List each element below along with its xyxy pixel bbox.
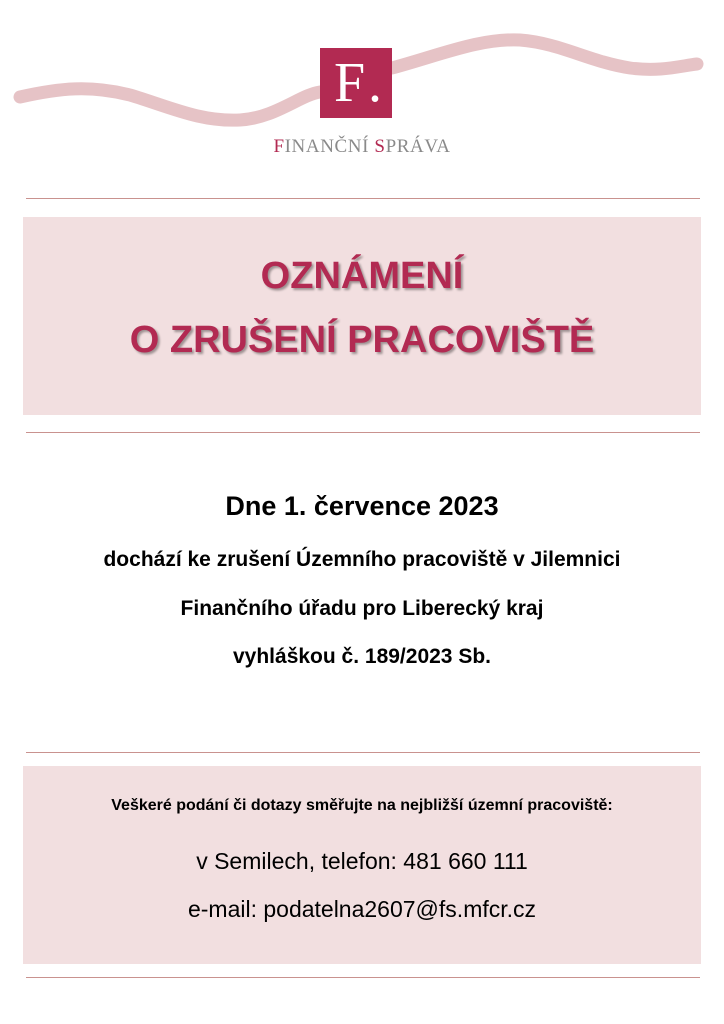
contact-location-phone: v Semilech, telefon: 481 660 111: [196, 848, 528, 874]
brand-name: [0, 136, 724, 158]
contact-email: e-mail: podatelna2607@fs.mfcr.cz: [187, 896, 537, 922]
announcement-title-line-1: OZNÁMENÍ: [260, 255, 464, 297]
title-panel: [23, 217, 701, 415]
divider-top: [26, 198, 700, 199]
brand-rest-2: PRÁVA: [385, 136, 451, 157]
logo-dot: .: [368, 52, 382, 114]
divider-bottom: [26, 977, 700, 978]
brand-initial-1: F: [273, 136, 285, 157]
body-line-2: Finančního úřadu pro Liberecký kraj: [180, 597, 544, 620]
brand-initial-2: S: [374, 136, 386, 157]
divider-after-title: [26, 432, 700, 433]
logo-mark: [320, 48, 392, 118]
announcement-title-line-2: O ZRUŠENÍ PRACOVIŠTĚ: [129, 319, 595, 361]
brand-rest-1: INANČNÍ: [284, 136, 370, 157]
logo-letter: F: [334, 52, 366, 114]
contact-note: Veškeré podání či dotazy směřujte na nejbližší územní pracoviště:: [111, 797, 613, 814]
date-line: Dne 1. července 2023: [225, 491, 499, 521]
body-line-3: vyhláškou č. 189/2023 Sb.: [233, 645, 491, 668]
body-line-1: dochází ke zrušení Územního pracoviště v Jilemnici: [103, 548, 621, 571]
divider-before-contact: [26, 752, 700, 753]
